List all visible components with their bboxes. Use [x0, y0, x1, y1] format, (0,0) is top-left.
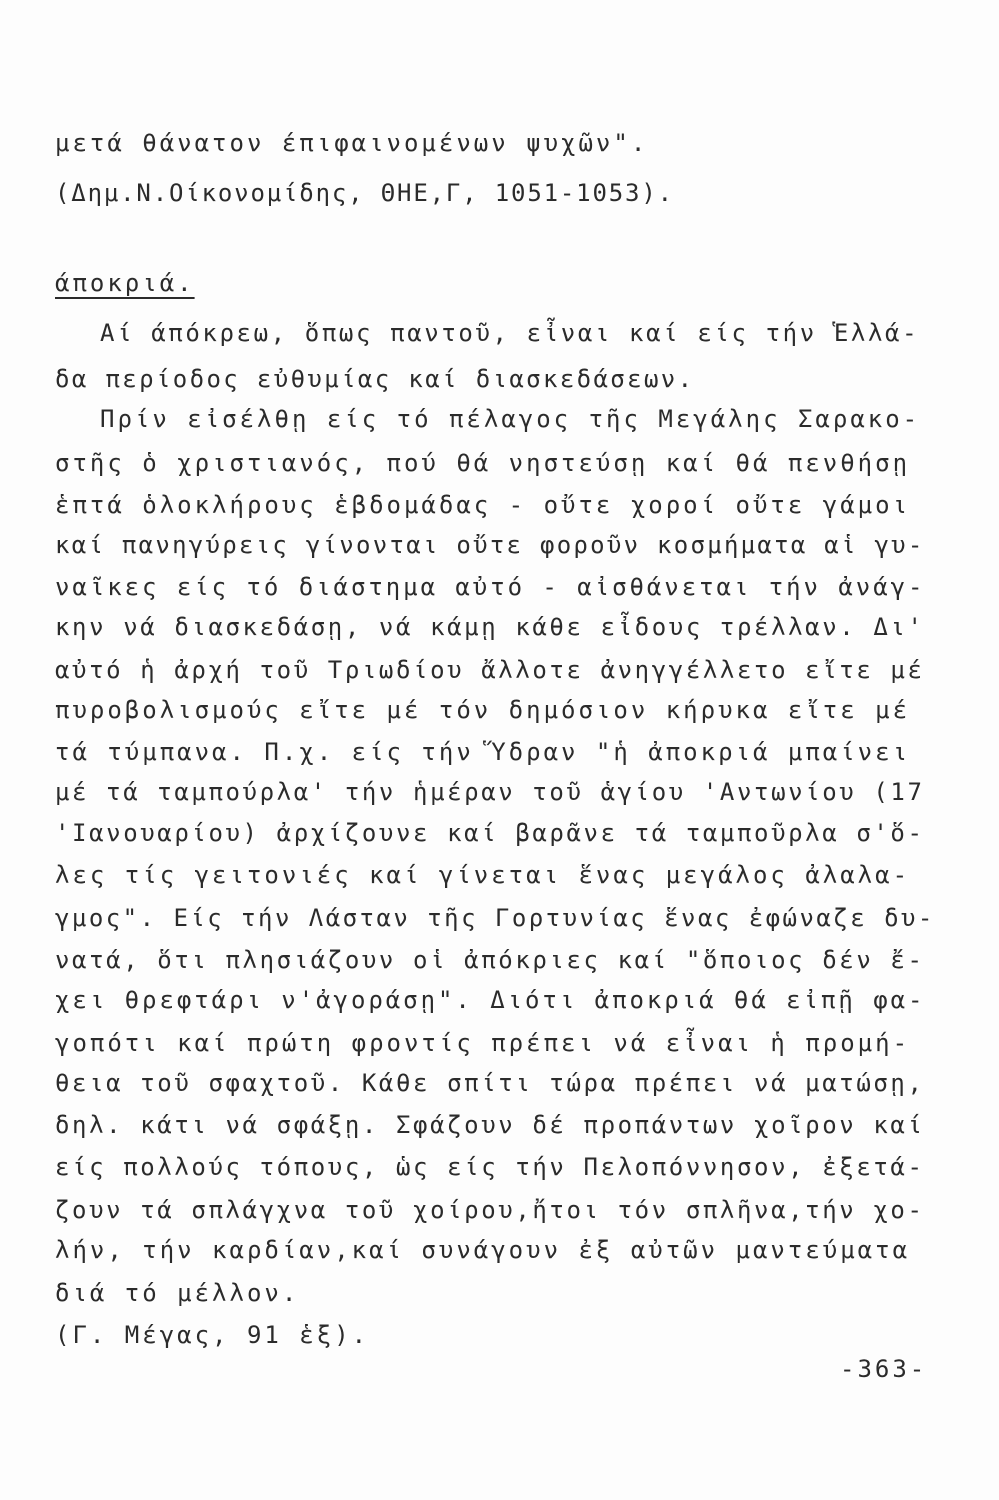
text-line: Πρίν εἰσέλθῃ είς τό πέλαγος τῆς Μεγάλης Σαρακο- — [100, 405, 921, 433]
text-line: ναῖκες είς τό διάστημα αὐτό - αἰσθάνεται τήν ἀνάγ- — [55, 573, 926, 601]
text-line: λήν, τήν καρδίαν,καί συνάγουν ἐξ αὐτῶν μαντεύματα — [55, 1236, 911, 1264]
page-number: -363- — [840, 1355, 928, 1383]
text-line: καί πανηγύρεις γίνονται οὔτε φοροῦν κοσμήματα αἱ γυ- — [55, 531, 925, 559]
text-line: στῆς ὁ χριστιανός, πού θά νηστεύσῃ καί θά πενθήσῃ — [55, 449, 911, 477]
text-line: νατά, ὅτι πλησιάζουν οἱ ἀπόκριες καί "ὅποιος δέν ἔ- — [55, 946, 925, 974]
text-line: τά τύμπανα. Π.χ. είς τήν Ὕδραν "ἡ ἀποκριά μπαίνει — [55, 738, 911, 766]
text-line: χει θρεφτάρι ν'ἀγοράσῃ". Διότι ἀποκριά θά εἰπῇ φα- — [55, 986, 926, 1014]
text-line: είς πολλούς τόπους, ὡς είς τήν Πελοπόννησον, ἐξετά- — [55, 1153, 925, 1181]
text-line: λες τίς γειτονιές καί γίνεται ἕνας μεγάλος ἀλαλα- — [55, 861, 911, 889]
text-line: διά τό μέλλον. — [55, 1279, 300, 1307]
text-line: ζουν τά σπλάγχνα τοῦ χοίρου,ἤτοι τόν σπλῆνα,τήν χο- — [55, 1196, 925, 1224]
text-line: κην νά διασκεδάσῃ, νά κάμῃ κάθε εἶδους τρέλλαν. Δι' — [55, 613, 925, 641]
text-line: 'Ιανουαρίου) ἀρχίζουνε καί βαρᾶνε τά ταμποῦρλα σ'ὅ- — [55, 819, 925, 847]
text-line: γμος". Είς τήν Λάσταν τῆς Γορτυνίας ἕνας ἐφώναζε δυ- — [55, 904, 935, 932]
text-line: μέ τά ταμπούρλα' τήν ἡμέραν τοῦ ἁγίου 'Αντωνίου (17 — [55, 778, 925, 806]
text-line: θεια τοῦ σφαχτοῦ. Κάθε σπίτι τώρα πρέπει νά ματώσῃ, — [55, 1069, 925, 1097]
text-line: πυροβολισμούς εἴτε μέ τόν δημόσιον κήρυκα εἴτε μέ — [55, 696, 911, 724]
text-line: Αί άπόκρεω, ὅπως παντοῦ, εἶναι καί είς τήν Ἑλλά- — [100, 319, 920, 347]
text-line: δα περίοδος εὐθυμίας καί διασκεδάσεων. — [55, 365, 695, 393]
text-line: δηλ. κάτι νά σφάξῃ. Σφάζουν δέ προπάντων χοῖρον καί — [55, 1111, 925, 1139]
citation-line: (Γ. Μέγας, 91 ἑξ). — [55, 1321, 370, 1349]
text-line: μετά θάνατον έπιφαινομένων ψυχῶν". — [55, 129, 649, 157]
citation-line: (Δημ.Ν.Οίκονομίδης, ΘΗΕ,Γ, 1051-1053). — [55, 179, 674, 207]
text-line: ἑπτά ὁλοκλήρους ἑβδομάδας - οὔτε χοροί οὔτε γάμοι — [55, 491, 911, 519]
text-line: αὐτό ἡ ἀρχή τοῦ Τριωδίου ἄλλοτε ἀνηγγέλλετο εἴτε μέ — [55, 656, 925, 684]
section-heading: άποκριά. — [55, 269, 195, 297]
text-line: γοπότι καί πρώτη φροντίς πρέπει νά εἶναι ἡ προμή- — [55, 1029, 911, 1057]
